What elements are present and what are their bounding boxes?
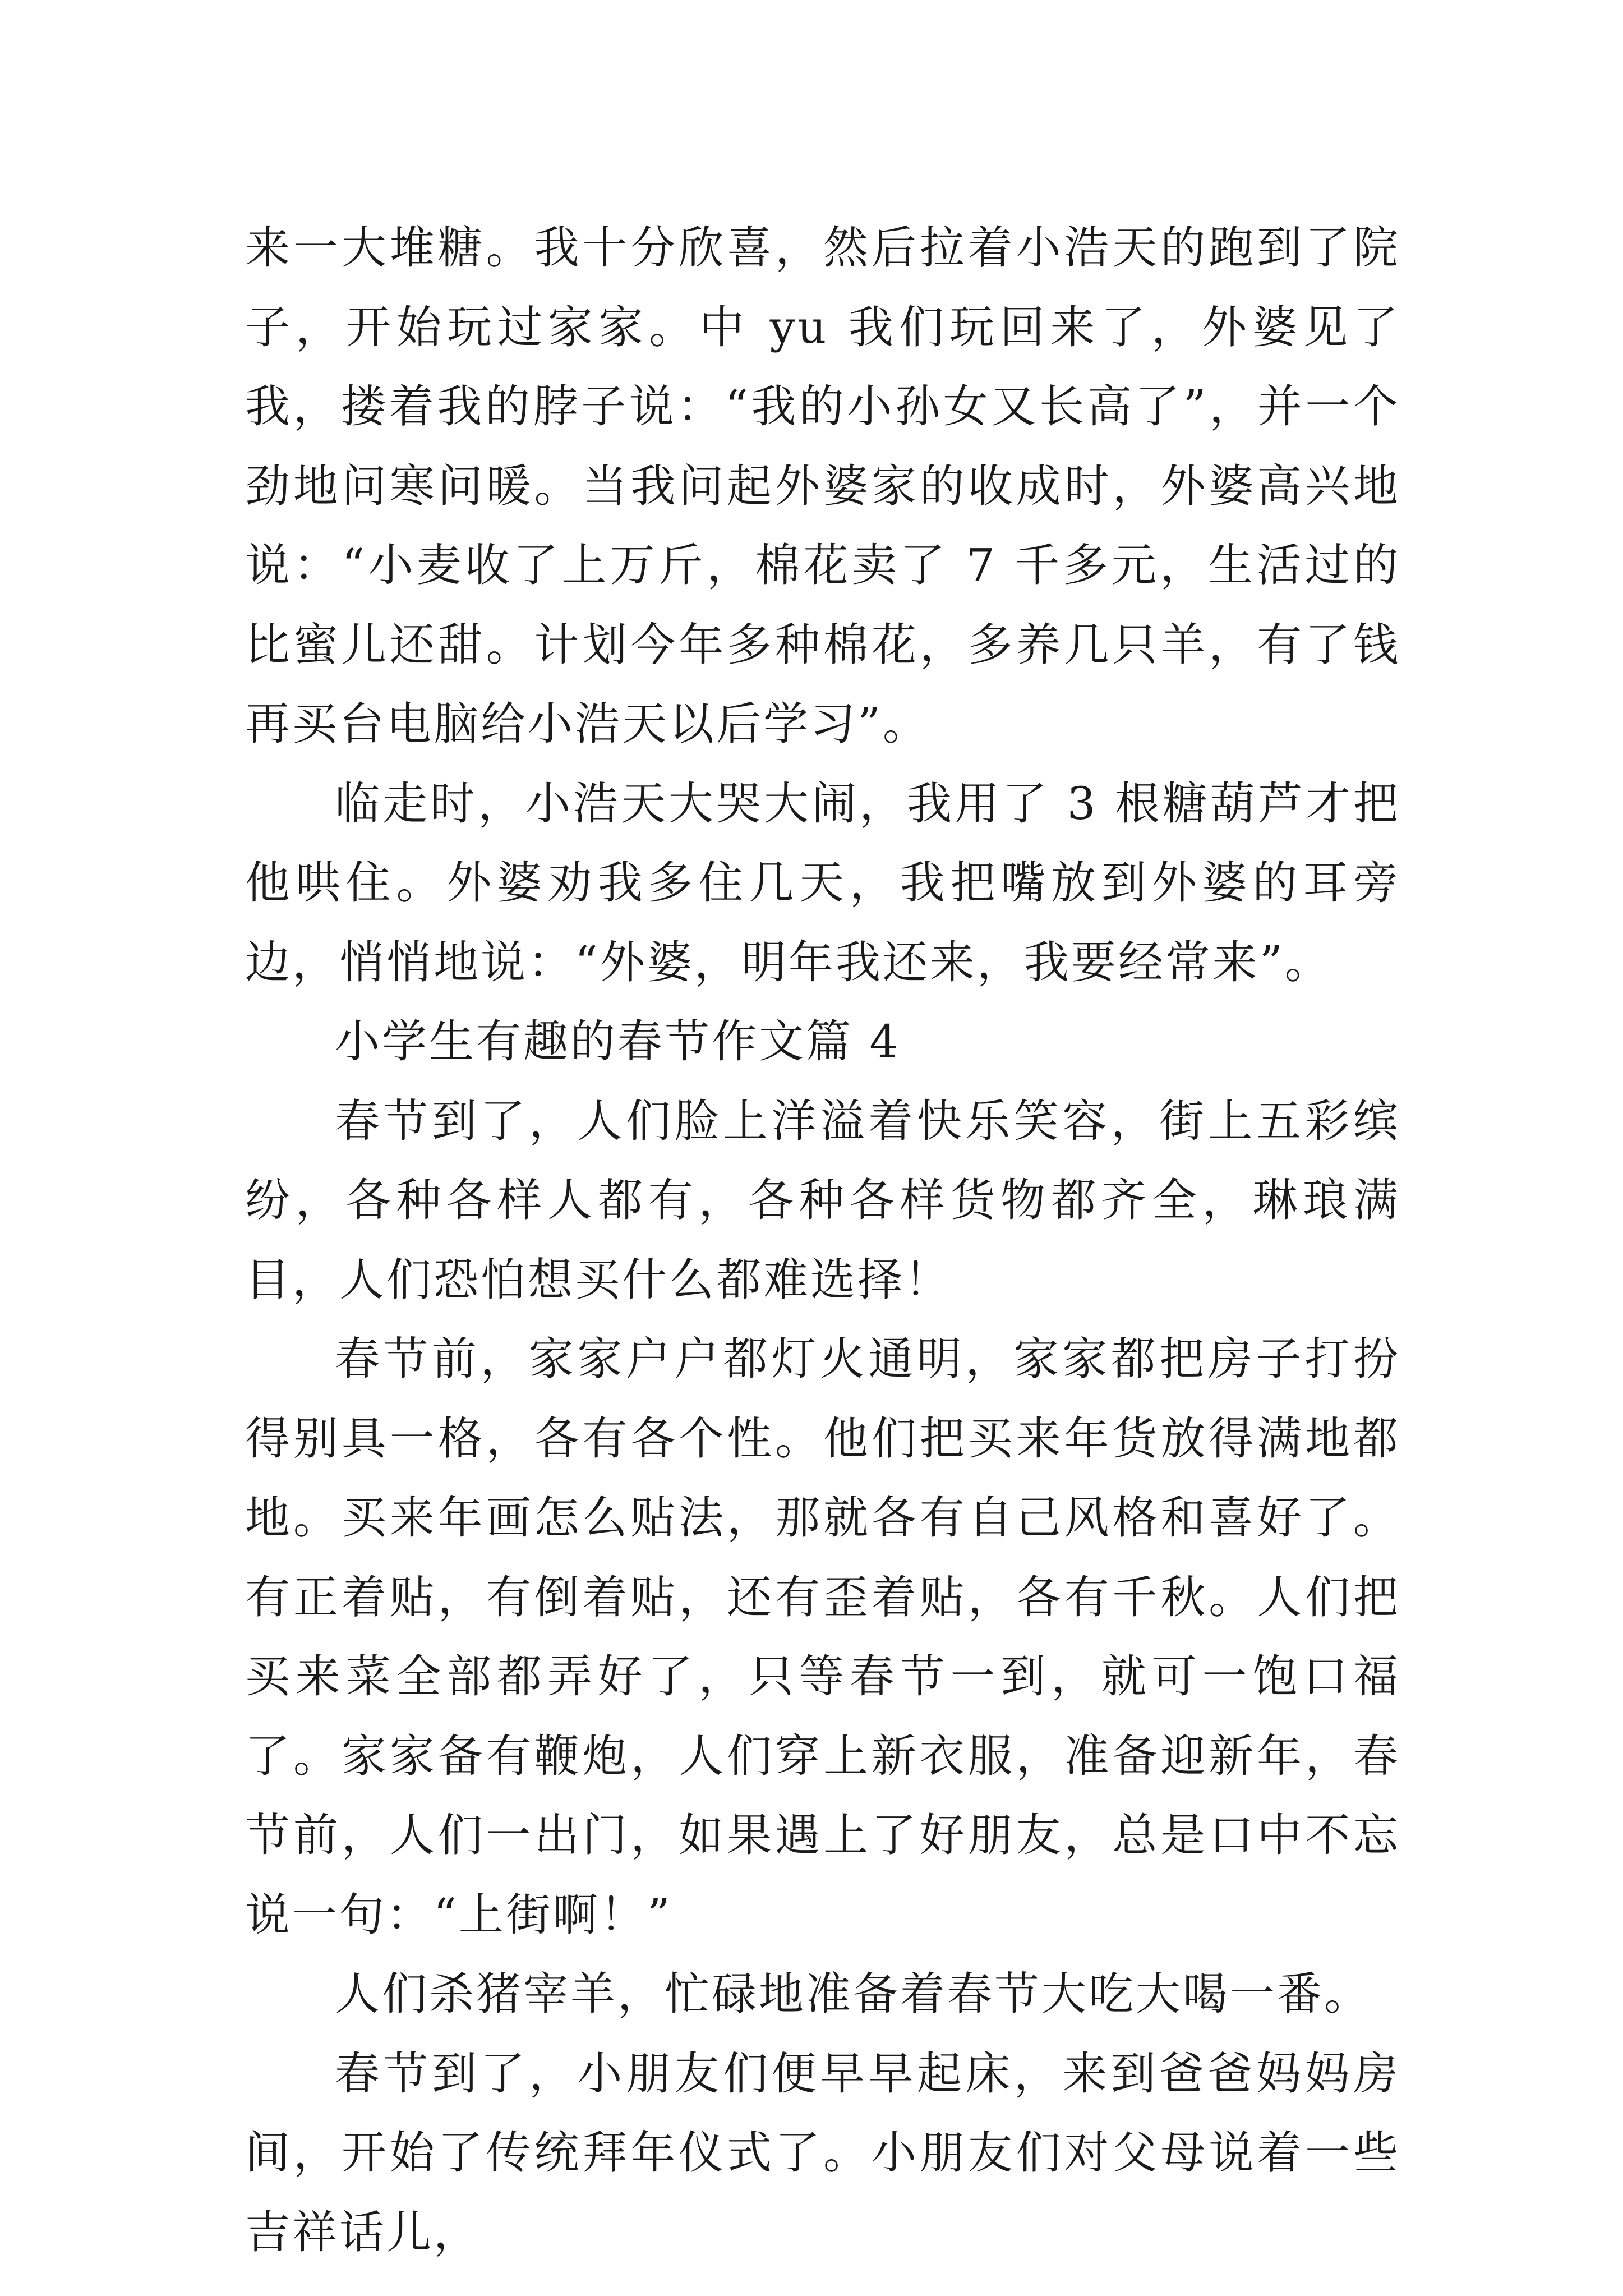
paragraph-2: 临走时，小浩天大哭大闹，我用了 3 根糖葫芦才把他哄住。外婆劝我多住几天，我把嘴放到外婆的耳旁边，悄悄地说：“外婆，明年我还来，我要经常来”。 [245,777,1400,988]
paragraph-6: 春节到了，小朋友们便早早起床，来到爸爸妈妈房间，开始了传统拜年仪式了。小朋友们对父母说着一些吉祥话儿， [245,2047,1400,2258]
section-heading: 小学生有趣的春节作文篇 4 [335,1015,901,1068]
document-body [245,208,1400,2272]
paragraph-3: 春节到了，人们脸上洋溢着快乐笑容，街上五彩缤纷，各种各样人都有，各种各样货物都齐全，琳琅满目，人们恐怕想买什么都难选择！ [245,1094,1400,1306]
paragraph-4: 春节前，家家户户都灯火通明，家家都把房子打扮得别具一格，各有各个性。他们把买来年货放得满地都地。买来年画怎么贴法，那就各有自己风格和喜好了。有正着贴，有倒着贴，还有歪着贴，各有千秋。人们把买来菜全部都弄好了，只等春节一到，就可一饱口福了。家家备有鞭炮，人们穿上新衣服，准备迎新年，春节前，人们一出门，如果遇上了好朋友，总是口中不忘说一句：“上街啊！” [245,1333,1400,1941]
paragraph-5: 人们杀猪宰羊，忙碌地准备着春节大吃大喝一番。 [335,1968,1371,2020]
paragraph-1: 来一大堆糖。我十分欣喜，然后拉着小浩天的跑到了院子，开始玩过家家。中 yu 我们玩回来了，外婆见了我，搂着我的脖子说：“我的小孙女又长高了”，并一个劲地问寒问暖。当我问起外婆家的收成时，外婆高兴地说：“小麦收了上万斤，棉花卖了 7 千多元，生活过的比蜜儿还甜。计划今年多种棉花，多养几只羊，有了钱再买台电脑给小浩天以后学习”。 [245,222,1400,750]
